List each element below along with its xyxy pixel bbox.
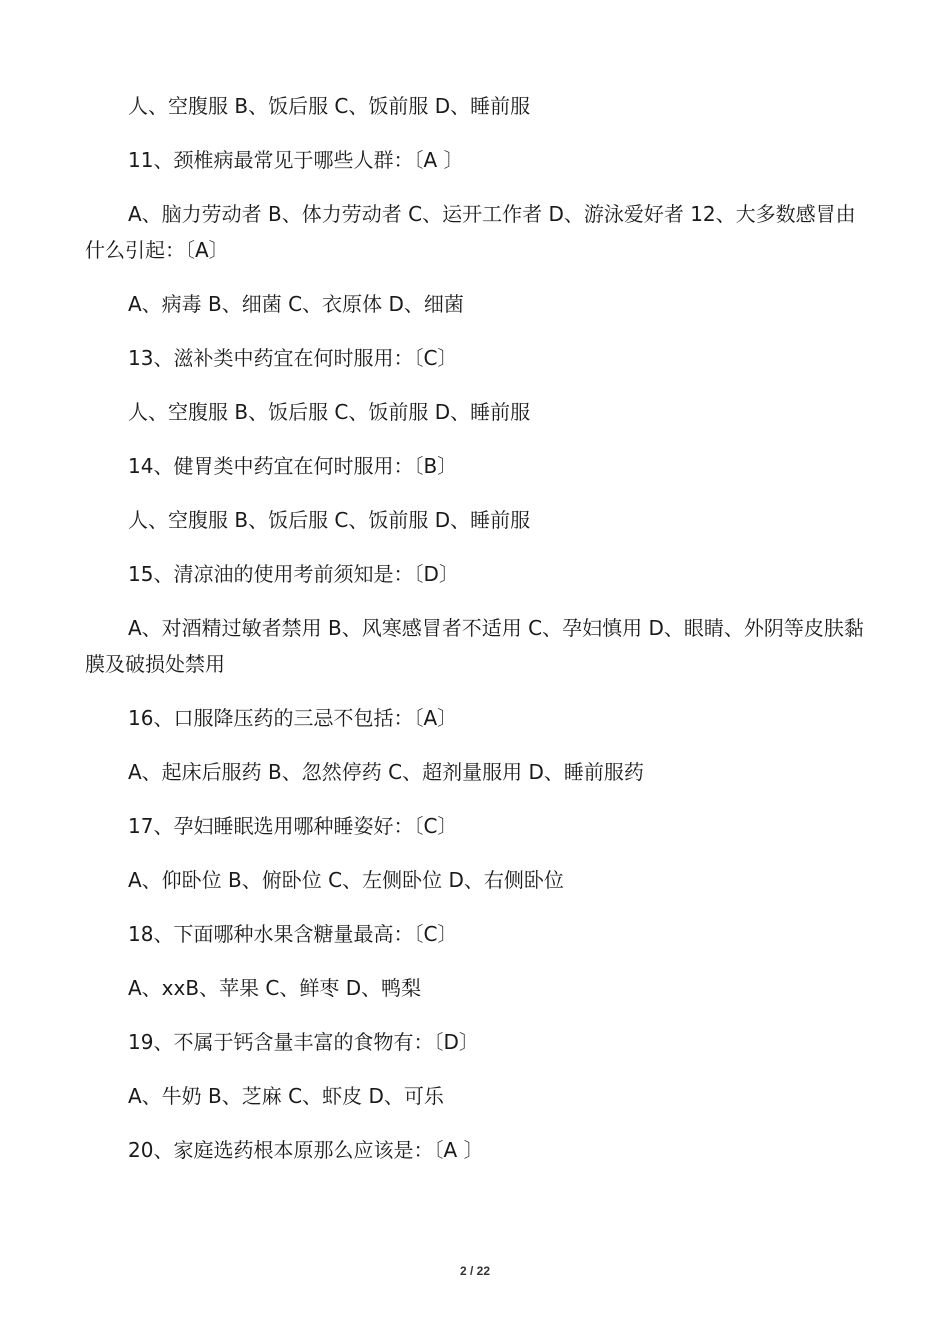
option-line: A、起床后服药 B、忽然停药 C、超剂量服用 D、睡前服药: [128, 760, 644, 784]
question-11: 11、颈椎病最常见于哪些人群：〔A 〕: [128, 148, 464, 172]
document-body: [85, 88, 865, 1186]
question-19: 19、不属于钙含量丰富的食物有：〔D〕: [128, 1030, 479, 1054]
option-line: A、脑力劳动者 B、体力劳动者 C、运开工作者 D、游泳爱好者 12、大多数感冒由什么引起：〔A〕: [85, 202, 856, 262]
option-line: A、对酒精过敏者禁用 B、风寒感冒者不适用 C、孕妇慎用 D、眼睛、外阴等皮肤黏膜及破损处禁用: [85, 616, 864, 676]
question-16: 16、口服降压药的三忌不包括：〔A〕: [128, 706, 458, 730]
option-line: 人、空腹服 B、饭后服 C、饭前服 D、睡前服: [128, 508, 531, 532]
option-line: A、病毒 B、细菌 C、衣原体 D、细菌: [128, 292, 464, 316]
question-13: 13、滋补类中药宜在何时服用：〔C〕: [128, 346, 458, 370]
question-15: 15、清凉油的使用考前须知是：〔D〕: [128, 562, 459, 586]
question-20: 20、家庭选药根本原那么应该是：〔A 〕: [128, 1138, 484, 1162]
question-18: 18、下面哪种水果含糖量最高：〔C〕: [128, 922, 458, 946]
option-line: A、牛奶 B、芝麻 C、虾皮 D、可乐: [128, 1084, 444, 1108]
option-line: 人、空腹服 B、饭后服 C、饭前服 D、睡前服: [128, 400, 531, 424]
question-17: 17、孕妇睡眠选用哪种睡姿好：〔C〕: [128, 814, 458, 838]
option-line: 人、空腹服 B、饭后服 C、饭前服 D、睡前服: [128, 94, 531, 118]
page-number: 2 / 22: [459, 1264, 491, 1278]
option-line: A、xxB、苹果 C、鲜枣 D、鸭梨: [128, 976, 422, 1000]
question-14: 14、健胃类中药宜在何时服用：〔B〕: [128, 454, 458, 478]
option-line: A、仰卧位 B、俯卧位 C、左侧卧位 D、右侧卧位: [128, 868, 564, 892]
